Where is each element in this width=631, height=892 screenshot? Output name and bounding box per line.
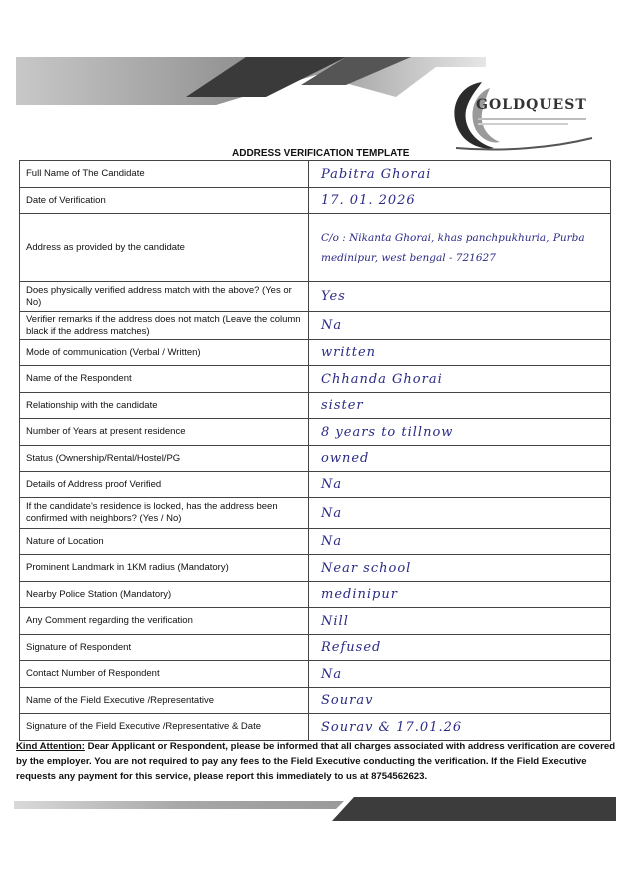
table-row: [20, 340, 611, 366]
row-label: Relationship with the candidate: [20, 393, 309, 419]
row-label: Number of Years at present residence: [20, 419, 309, 446]
logo-tagline-graphic: [478, 116, 588, 128]
row-value: owned: [309, 446, 611, 472]
table-row: [20, 446, 611, 472]
page-title: ADDRESS VERIFICATION TEMPLATE: [232, 148, 410, 159]
notice-text: Dear Applicant or Respondent, please be informed that all charges associated with address verification are covered by the employer. You are not required to pay any fees to the Field Executive conducting the verification. If the Field Executive requests any payment for this service, please report this immediately to us at 8754562623.: [16, 741, 616, 782]
logo-text: GOLDQUEST: [476, 97, 587, 113]
notice-paragraph: [16, 739, 616, 784]
row-value: Yes: [309, 282, 611, 312]
row-label: Signature of Respondent: [20, 635, 309, 661]
row-value: Sourav: [309, 688, 611, 714]
row-value: Refused: [309, 635, 611, 661]
row-value: Na: [309, 661, 611, 688]
row-label: Any Comment regarding the verification: [20, 608, 309, 635]
row-label: Mode of communication (Verbal / Written): [20, 340, 309, 366]
row-label: Name of the Field Executive /Representative: [20, 688, 309, 714]
row-label: Date of Verification: [20, 188, 309, 214]
table-row: [20, 282, 611, 312]
footer-banner: [14, 797, 616, 821]
table-row: [20, 714, 611, 741]
row-label: Nature of Location: [20, 529, 309, 555]
goldquest-logo-icon: [442, 78, 602, 152]
header-banner: [16, 57, 486, 105]
table-row: [20, 688, 611, 714]
row-label: Does physically verified address match with the above? (Yes or No): [20, 282, 309, 312]
verification-table: [19, 160, 611, 741]
row-value: 8 years to tillnow: [309, 419, 611, 446]
row-value: Sourav & 17.01.26: [309, 714, 611, 741]
row-value: Na: [309, 312, 611, 340]
table-row: [20, 472, 611, 498]
row-label: Details of Address proof Verified: [20, 472, 309, 498]
table-row: [20, 661, 611, 688]
row-label: If the candidate's residence is locked, has the address been confirmed with neighbors? (Yes / No): [20, 498, 309, 529]
table-row: [20, 498, 611, 529]
table-row: [20, 635, 611, 661]
row-label: Prominent Landmark in 1KM radius (Mandatory): [20, 555, 309, 582]
row-value: Na: [309, 472, 611, 498]
row-value: sister: [309, 393, 611, 419]
row-label: Address as provided by the candidate: [20, 214, 309, 282]
table-row: [20, 161, 611, 188]
row-value: Na: [309, 529, 611, 555]
table-row: [20, 188, 611, 214]
row-value: C/o : Nikanta Ghorai, khas panchpukhuria, Purba medinipur, west bengal - 721627: [309, 214, 611, 282]
table-row: [20, 555, 611, 582]
row-value: Na: [309, 498, 611, 529]
table-row: [20, 393, 611, 419]
row-value: medinipur: [309, 582, 611, 608]
row-label: Name of the Respondent: [20, 366, 309, 393]
table-row: [20, 312, 611, 340]
table-row: [20, 366, 611, 393]
row-value: Pabitra Ghorai: [309, 161, 611, 188]
table-row: [20, 608, 611, 635]
row-label: Verifier remarks if the address does not match (Leave the column black if the address matches): [20, 312, 309, 340]
table-row: [20, 419, 611, 446]
row-label: Nearby Police Station (Mandatory): [20, 582, 309, 608]
row-value: 17. 01. 2026: [309, 188, 611, 214]
row-value: Near school: [309, 555, 611, 582]
row-value: written: [309, 340, 611, 366]
row-value: Chhanda Ghorai: [309, 366, 611, 393]
row-label: Status (Ownership/Rental/Hostel/PG: [20, 446, 309, 472]
table-row: [20, 582, 611, 608]
table-row: [20, 529, 611, 555]
notice-lead: Kind Attention:: [16, 741, 85, 752]
row-label: Signature of the Field Executive /Representative & Date: [20, 714, 309, 741]
row-label: Contact Number of Respondent: [20, 661, 309, 688]
row-value: Nill: [309, 608, 611, 635]
row-label: Full Name of The Candidate: [20, 161, 309, 188]
table-row: [20, 214, 611, 282]
